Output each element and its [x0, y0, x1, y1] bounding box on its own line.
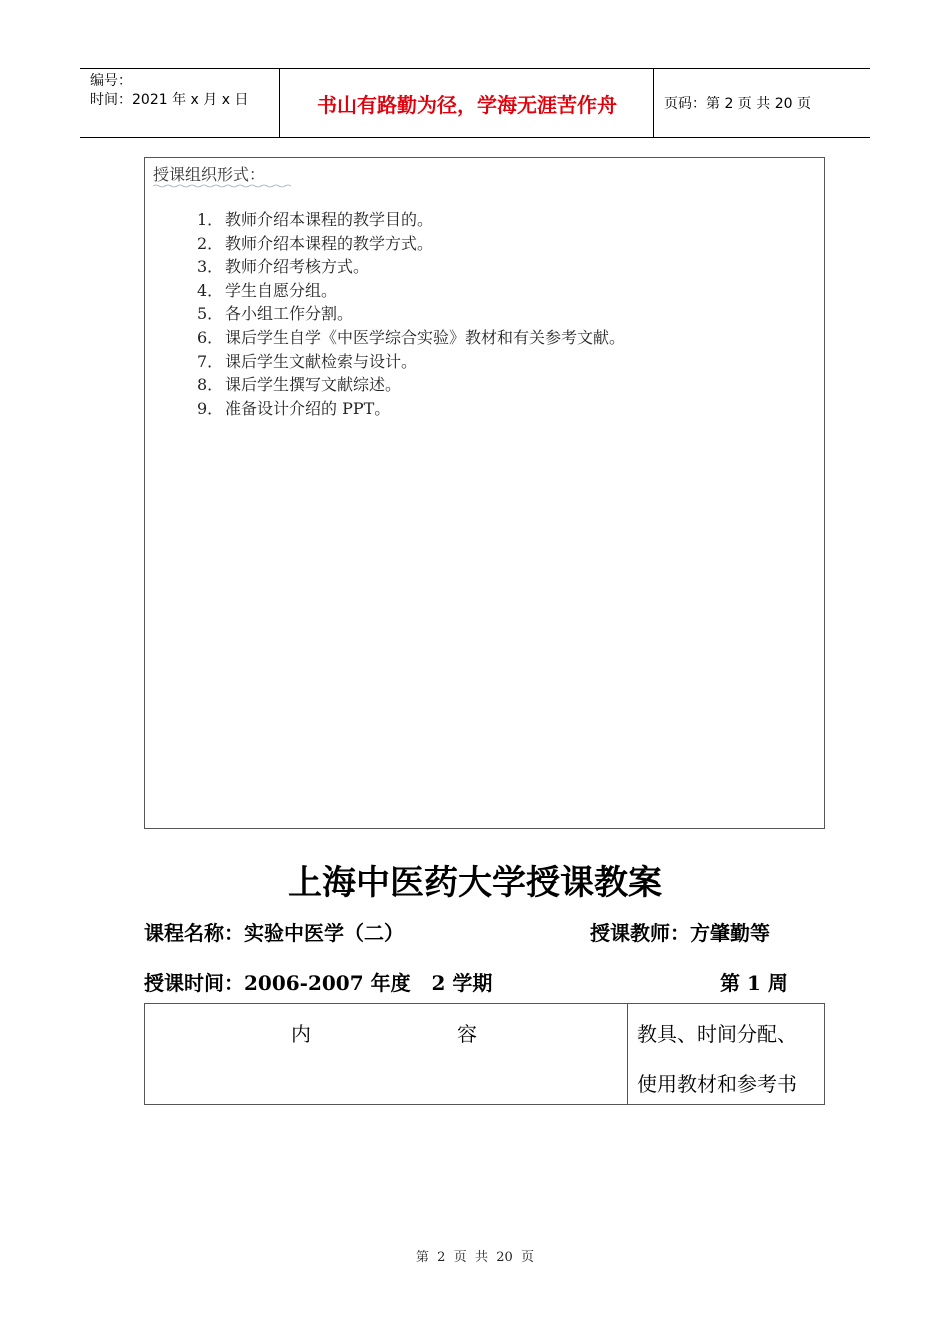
side-header-line-2: 使用教材和参考书: [637, 1072, 797, 1096]
plan-title: 上海中医药大学授课教案: [288, 863, 662, 903]
list-item: 7． 课后学生文献检索与设计。: [197, 351, 418, 371]
spellcheck-underline: [153, 184, 291, 188]
time-label: 时间：2021 年 x 月 x 日: [90, 92, 249, 108]
list-item: 8． 课后学生撰写文献综述。: [197, 375, 402, 395]
list-item: 1． 教师介绍本课程的教学目的。: [197, 210, 434, 229]
list-item: 9． 准备设计介绍的 PPT。: [197, 398, 391, 418]
content-column: [145, 1004, 628, 1104]
content-table: [144, 1003, 825, 1105]
course-name: 课程名称：实验中医学（二）: [144, 921, 404, 945]
organization-label: 授课组织形式：: [153, 165, 266, 184]
list-item: 3． 教师介绍考核方式。: [197, 257, 370, 277]
code-label: 编号：: [90, 73, 132, 89]
list-item: 4． 学生自愿分组。: [197, 280, 338, 300]
page-info: 页码：第 2 页 共 20 页: [664, 96, 811, 112]
teaching-time: 授课时间：2006-2007 年度 2 学期: [144, 971, 493, 995]
organization-list: [197, 208, 625, 420]
teacher-name: 授课教师：方肇勤等: [590, 921, 770, 945]
week-number: 第 1 周: [720, 971, 788, 995]
header-meta: [80, 69, 280, 137]
organization-box: [144, 157, 825, 829]
content-header-a: 内: [291, 1022, 311, 1046]
list-item: 2． 教师介绍本课程的教学方式。: [197, 233, 434, 253]
motto: 书山有路勤为径，学海无涯苦作舟: [281, 69, 654, 137]
list-item: 6． 课后学生自学《中医学综合实验》教材和有关参考文献。: [197, 327, 626, 347]
page-header: [80, 68, 870, 138]
content-header-b: 容: [457, 1022, 477, 1046]
page-footer: 第 2 页 共 20 页: [415, 1250, 535, 1265]
side-header-line-1: 教具、时间分配、: [637, 1022, 797, 1046]
list-item: 5． 各小组工作分割。: [197, 304, 354, 324]
